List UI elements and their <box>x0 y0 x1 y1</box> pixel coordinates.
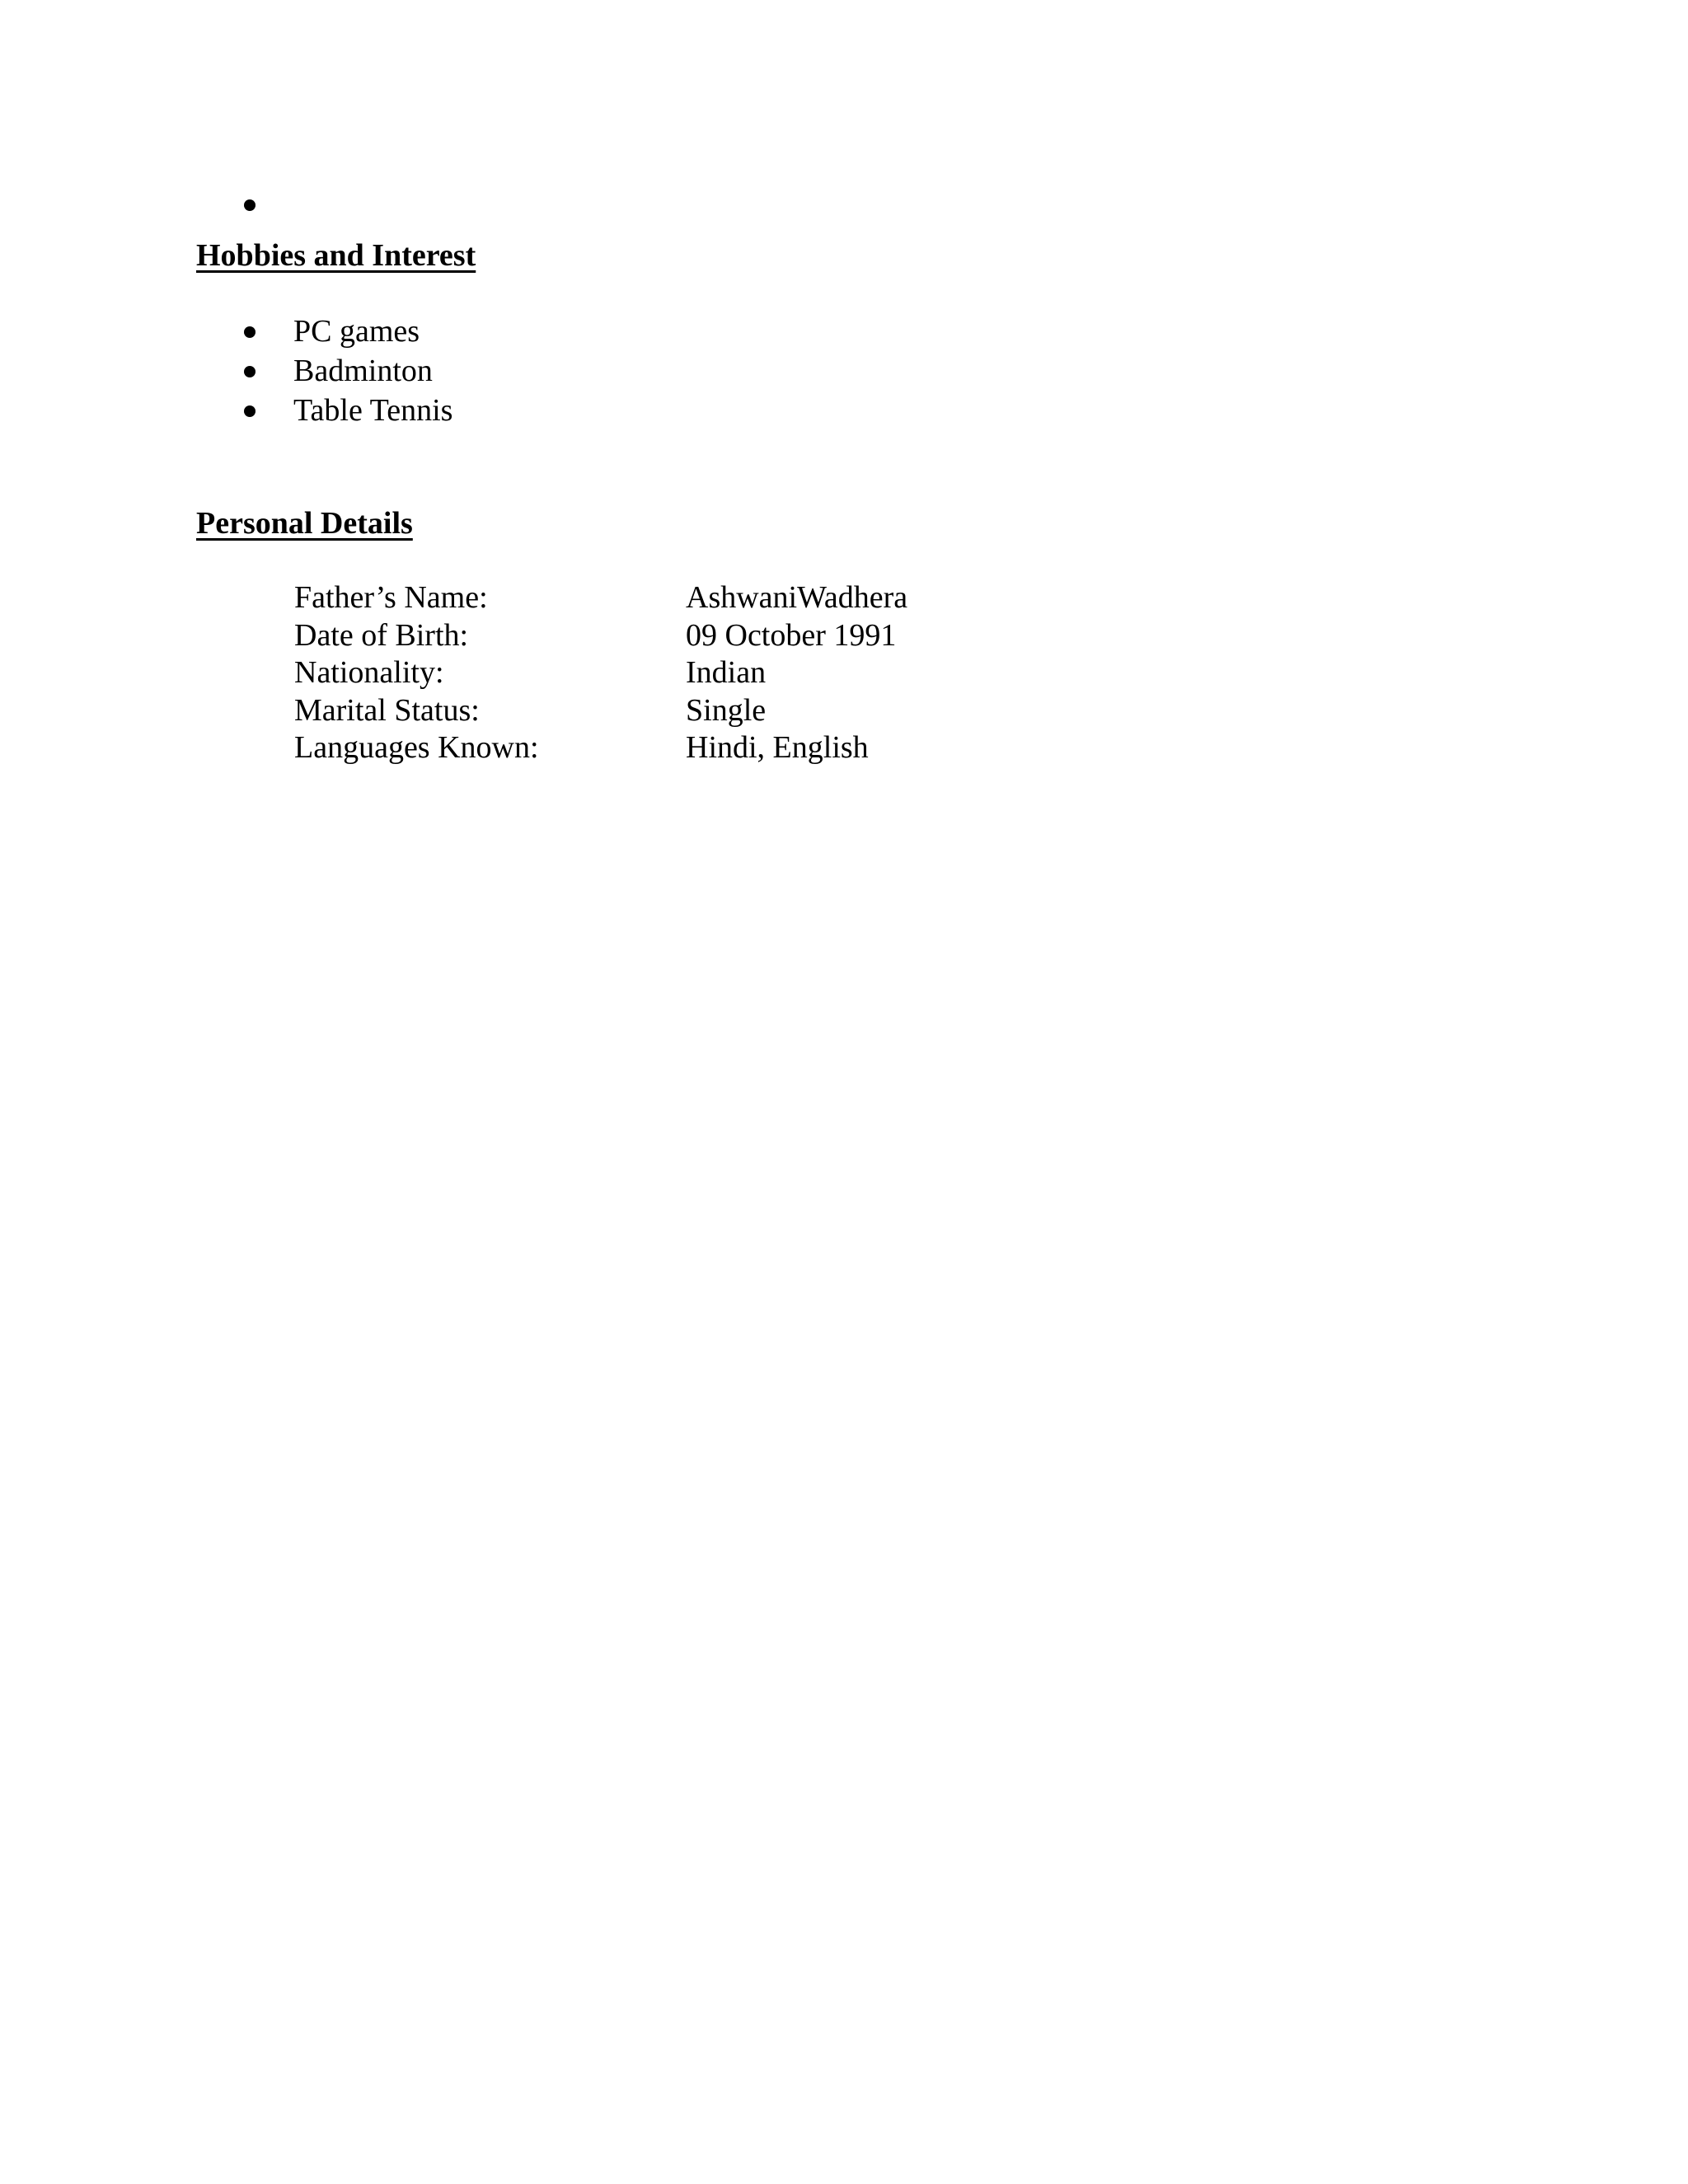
detail-label: Languages Known: <box>294 730 539 765</box>
detail-label: Father’s Name: <box>294 580 488 615</box>
detail-label: Marital Status: <box>294 692 480 728</box>
detail-value: Indian <box>686 655 767 690</box>
hobby-text: Badminton <box>293 354 433 388</box>
detail-value: 09 October 1991 <box>686 617 897 653</box>
personal-details-heading: Personal Details <box>196 506 413 541</box>
detail-value: AshwaniWadhera <box>686 580 908 615</box>
bullet-icon <box>244 366 256 377</box>
detail-label: Nationality: <box>294 655 444 690</box>
detail-value: Hindi, English <box>686 730 869 765</box>
hobby-text: Table Tennis <box>293 393 453 428</box>
detail-label: Date of Birth: <box>294 617 469 653</box>
detail-value: Single <box>686 692 767 728</box>
hobby-text: PC games <box>293 314 420 349</box>
bullet-icon <box>244 405 256 417</box>
empty-bullet <box>244 199 256 211</box>
bullet-icon <box>244 326 256 338</box>
hobbies-heading: Hobbies and Interest <box>196 238 476 273</box>
